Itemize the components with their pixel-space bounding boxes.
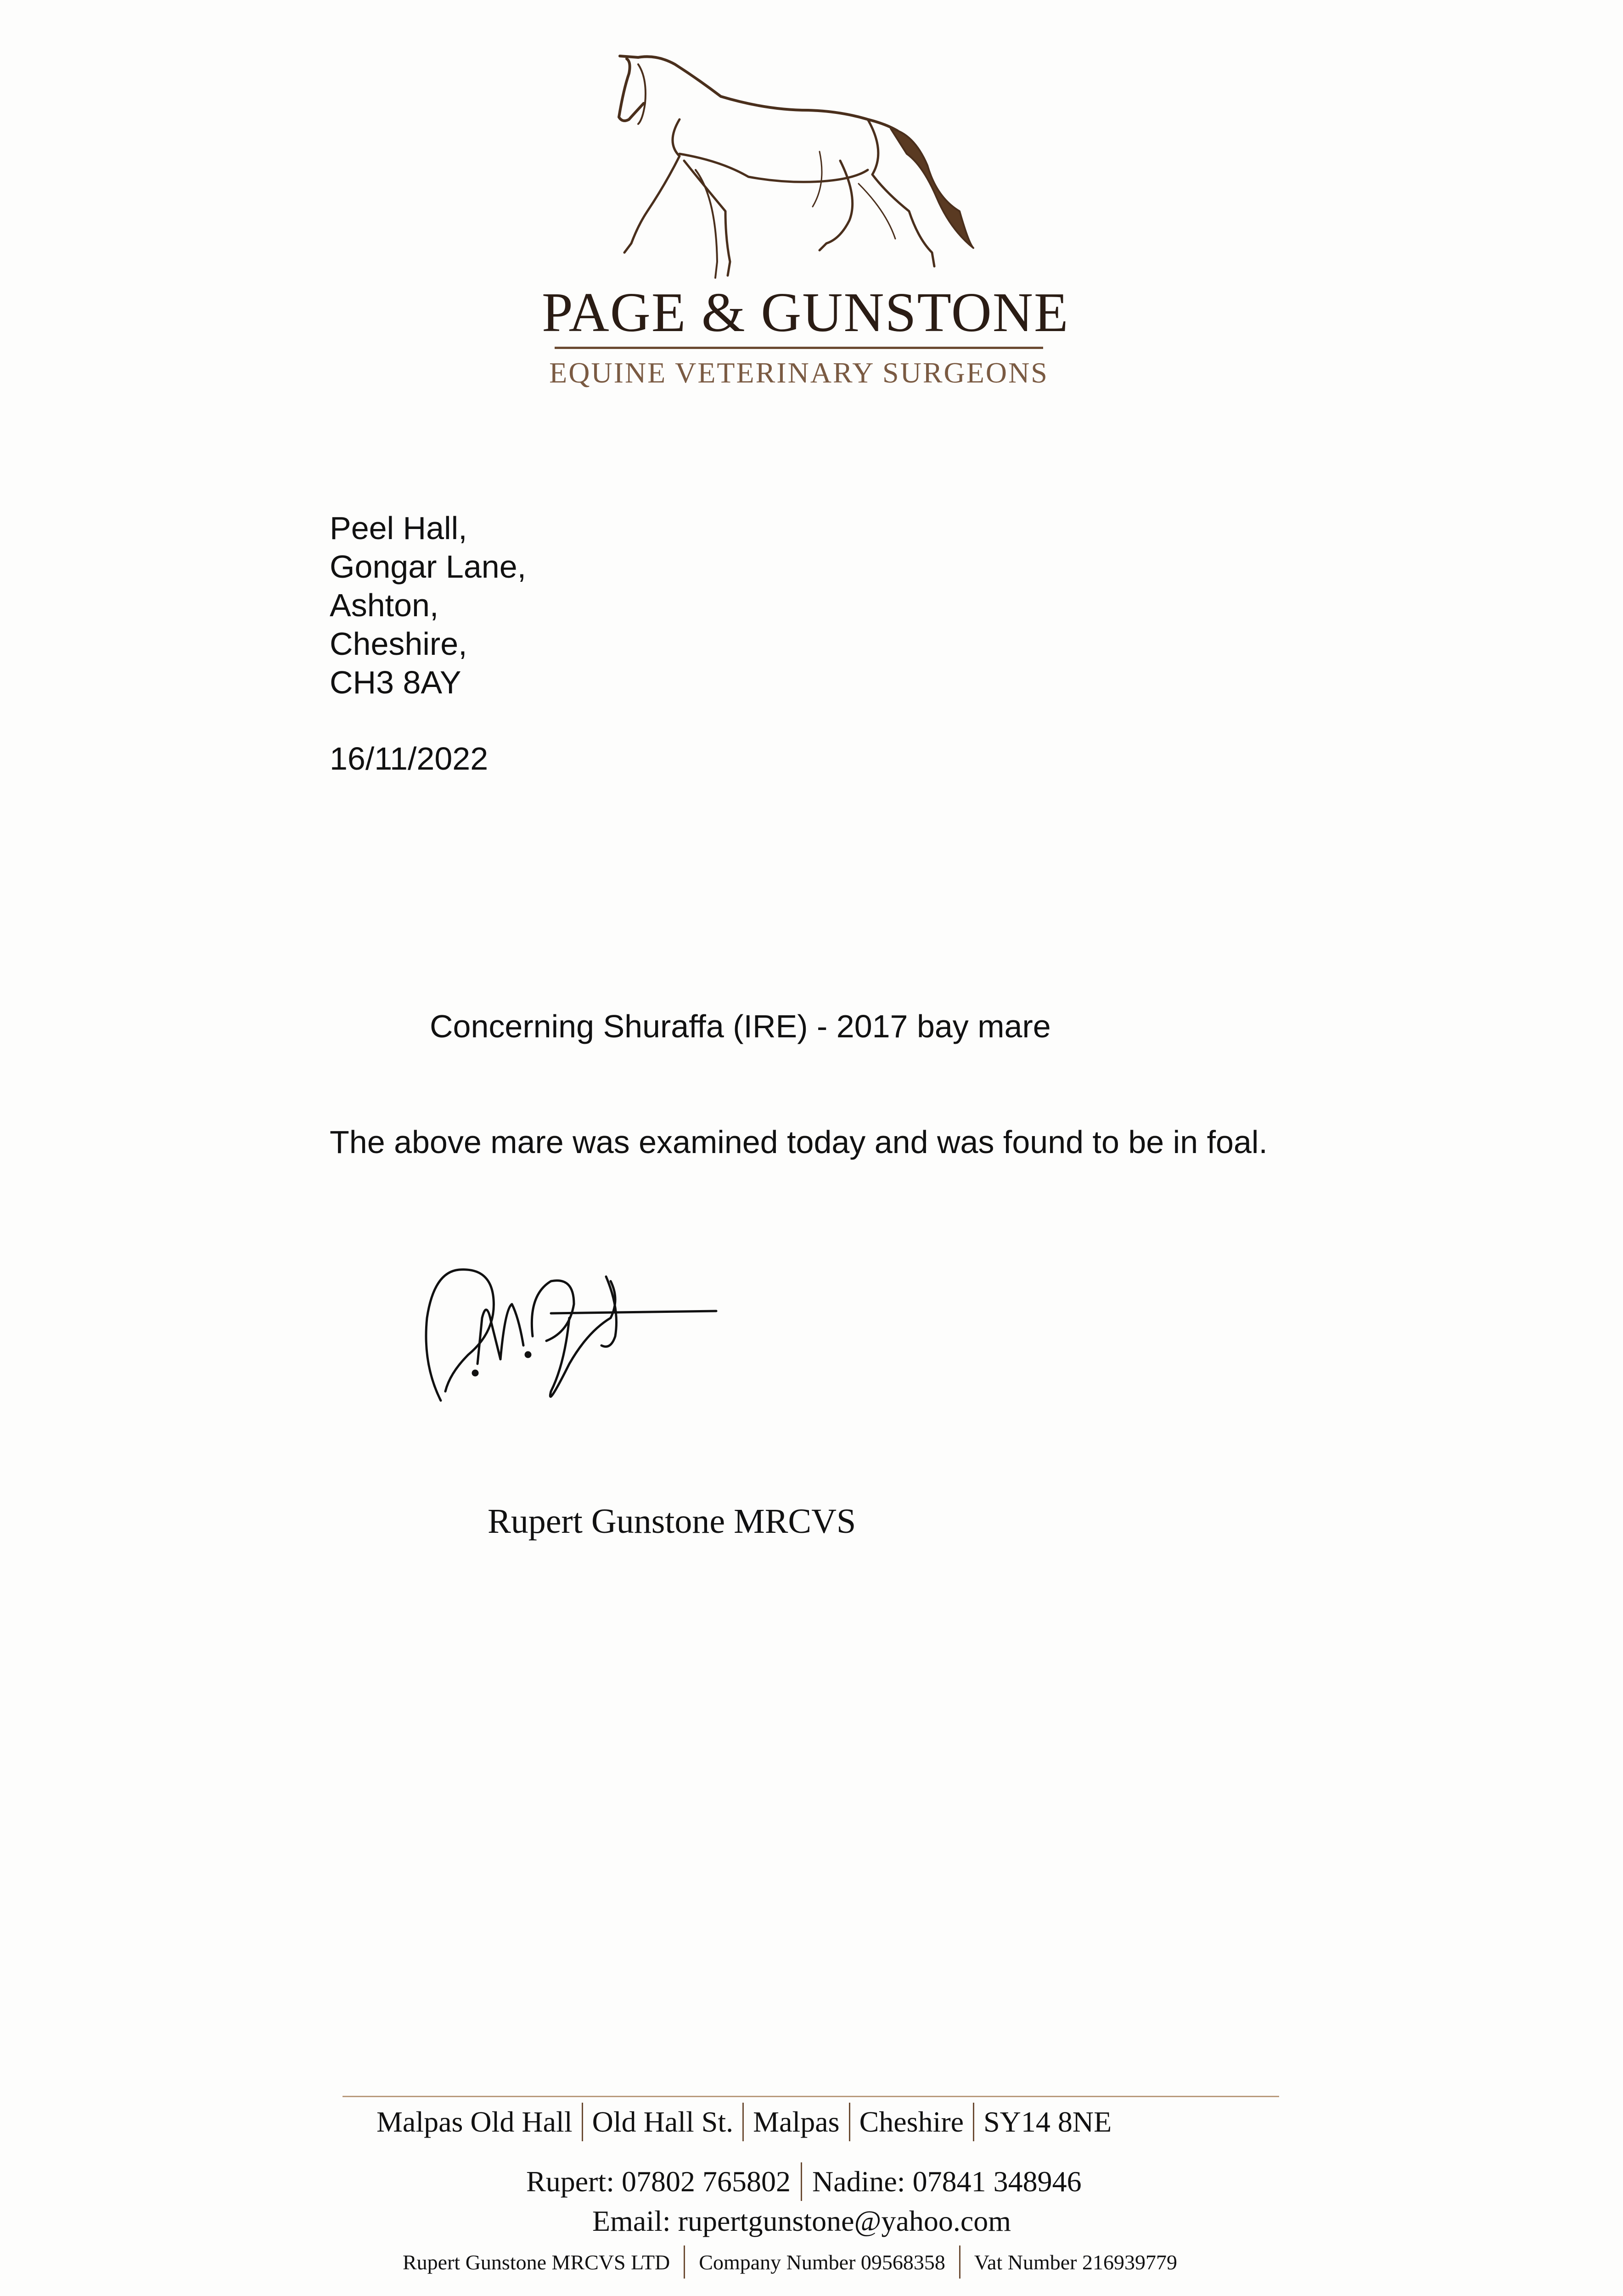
footer-phone: Rupert: 07802 765802: [526, 2165, 791, 2198]
footer-separator: [959, 2245, 960, 2279]
footer-phone: Nadine: 07841 348946: [812, 2165, 1082, 2198]
footer-separator: [801, 2162, 802, 2201]
footer-company-part: Company Number 09568358: [699, 2250, 945, 2274]
address-line: Cheshire,: [330, 626, 467, 662]
footer-address-part: Old Hall St.: [592, 2105, 734, 2138]
footer-phones: [526, 2162, 1082, 2201]
footer-address-part: Malpas Old Hall: [376, 2105, 573, 2138]
footer-separator: [973, 2103, 974, 2141]
horse-logo-icon: [611, 46, 987, 303]
address-line: Ashton,: [330, 587, 439, 623]
letter-date: 16/11/2022: [330, 741, 489, 777]
footer-company: [403, 2245, 1177, 2279]
footer-separator: [742, 2103, 744, 2141]
address-line: Gongar Lane,: [330, 549, 527, 585]
footer-address-part: SY14 8NE: [983, 2105, 1112, 2138]
address-line: Peel Hall,: [330, 510, 467, 546]
address-line: CH3 8AY: [330, 664, 461, 700]
footer-divider: [343, 2096, 1279, 2097]
brand-tagline: EQUINE VETERINARY SURGEONS: [549, 356, 1049, 389]
footer-email: Email: rupertgunstone@yahoo.com: [592, 2205, 1011, 2237]
footer-company-part: Vat Number 216939779: [974, 2250, 1177, 2274]
brand-divider: [555, 347, 1043, 349]
letterhead-logo: [542, 46, 1069, 389]
footer-address-part: Cheshire: [859, 2105, 964, 2138]
subject-line: Concerning Shuraffa (IRE) - 2017 bay mare: [430, 1008, 1051, 1044]
footer-separator: [849, 2103, 850, 2141]
footer-separator: [582, 2103, 583, 2141]
brand-name: PAGE & GUNSTONE: [542, 281, 1069, 343]
signature-image: [413, 1226, 725, 1419]
letter-body: The above mare was examined today and was found to be in foal.: [330, 1124, 1268, 1160]
footer-company-part: Rupert Gunstone MRCVS LTD: [403, 2250, 670, 2274]
recipient-address: [330, 509, 526, 702]
footer-address-part: Malpas: [753, 2105, 840, 2138]
footer-address: [376, 2102, 1112, 2141]
footer-separator: [684, 2245, 685, 2279]
signer-name: Rupert Gunstone MRCVS: [488, 1502, 856, 1541]
